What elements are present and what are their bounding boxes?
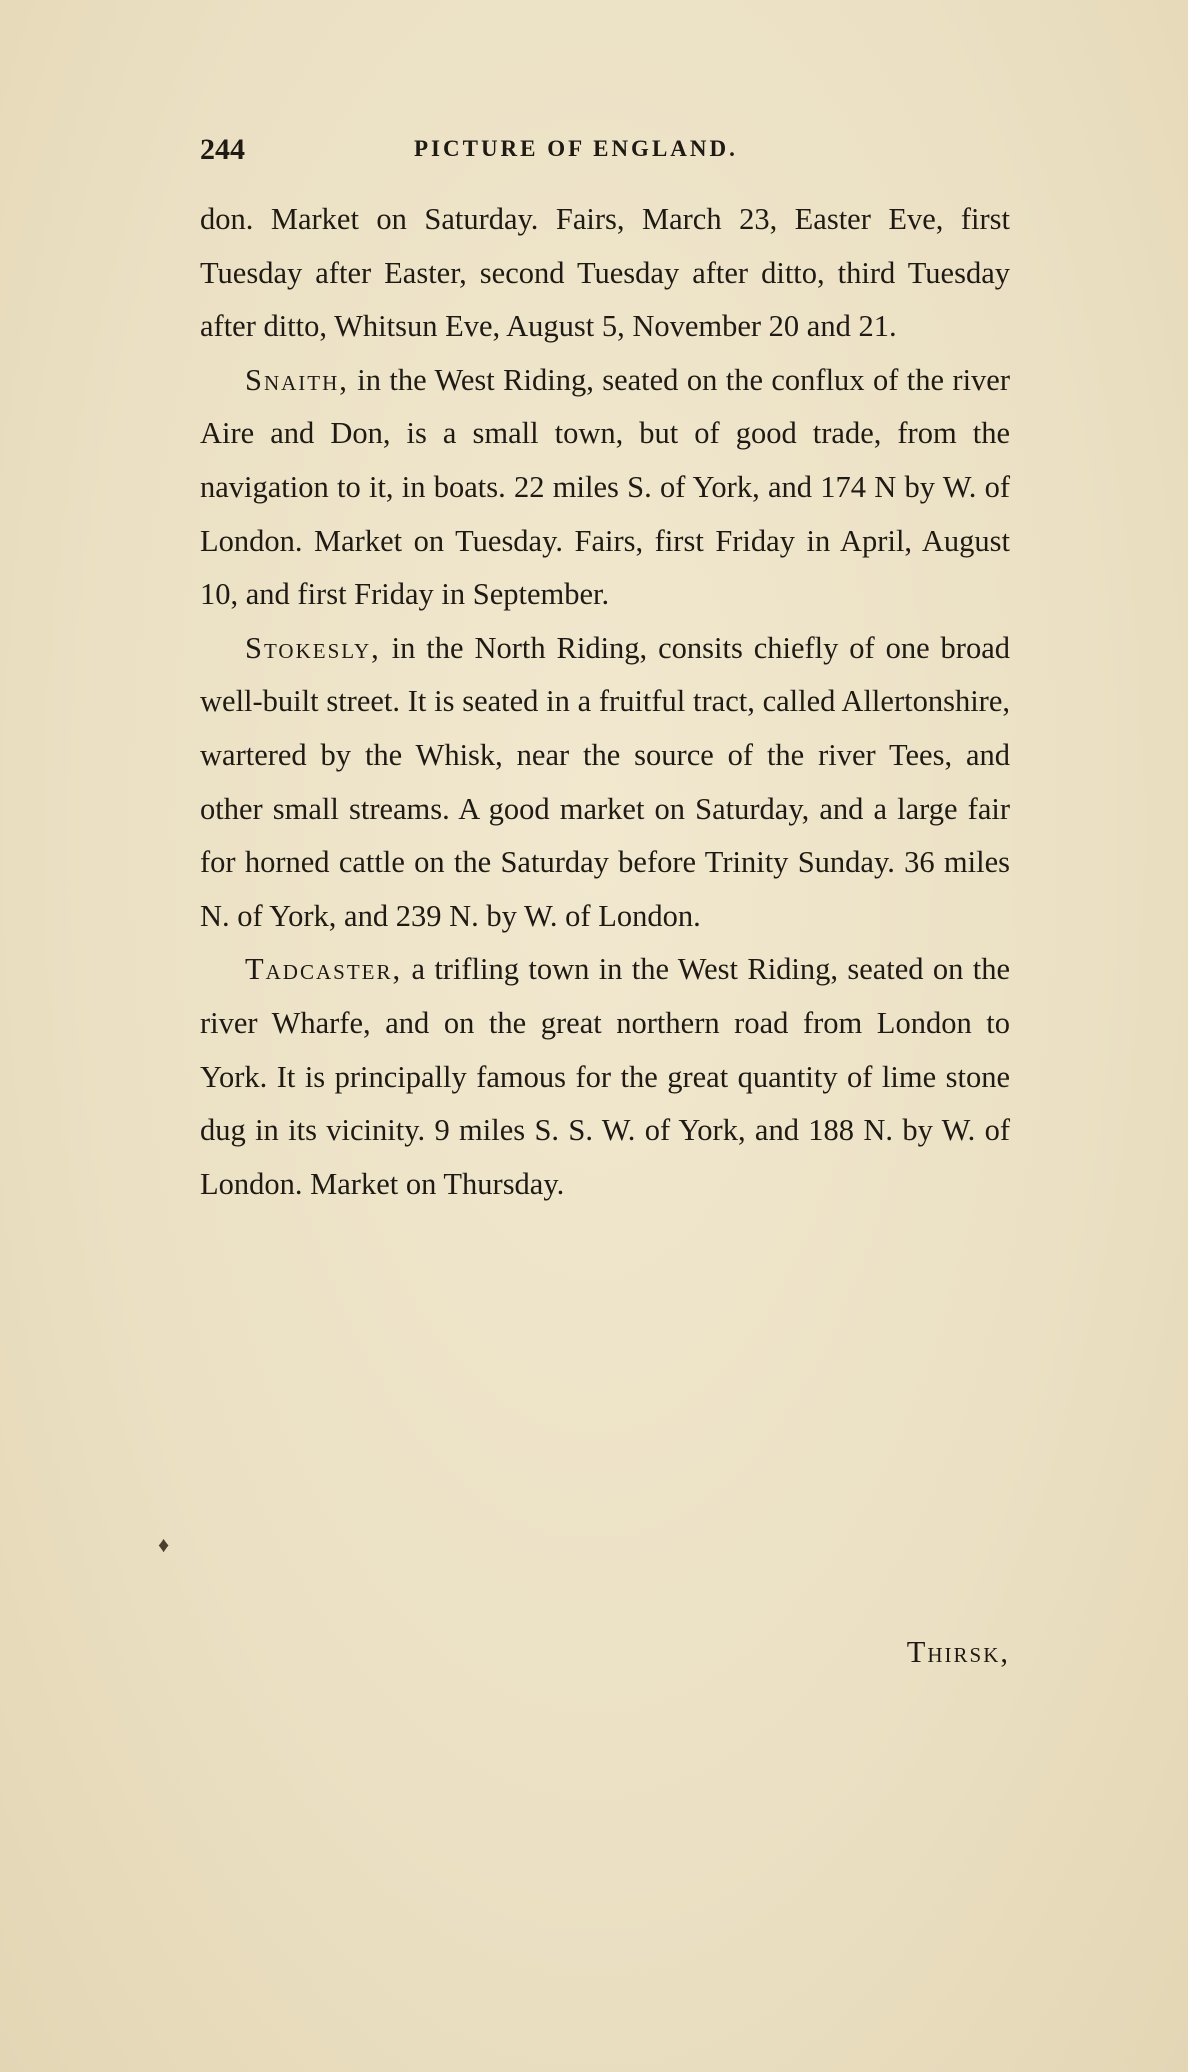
paragraph-text: in the North Riding, consits chiefly of one broad well-built street. It is seated in a fruitful tract, called Allertonshire, wartered by the Whisk, near the source of the river Tees, and other small streams. A good market on Saturday, and a large fair for horned cattle on the Saturday before Trinity Sunday. 36 miles N. of York, and 239 N. by W. of London. bbox=[200, 630, 1010, 933]
page-header bbox=[200, 133, 1025, 173]
paragraph-stokesly bbox=[200, 622, 1010, 944]
paragraph-text: don. Market on Saturday. Fairs, March 23, Easter Eve, first Tuesday after Easter, second Tuesday after ditto, third Tuesday after ditto, Whitsun Eve, August 5, November 20 and 21. bbox=[200, 202, 1010, 344]
paragraph-continuation bbox=[200, 193, 1010, 354]
place-name: Stokesly, bbox=[245, 630, 381, 665]
paragraph-text: in the West Riding, seated on the conflux of the river Aire and Don, is a small town, but of good trade, from the navigation to it, in boats. 22 miles S. of York, and 174 N by W. of London. Market on Tuesday. Fairs, first Friday in April, August 10, and first Friday in September. bbox=[200, 362, 1010, 612]
catchword: Thirsk, bbox=[906, 1635, 1010, 1669]
paragraph-text: a trifling town in the West Riding, seated on the river Wharfe, and on the great northern road from London to York. It is principally famous for the great quantity of lime stone dug in its vicinity. 9 miles S. S. W. of York, and 188 N. by W. of London. Market on Thursday. bbox=[200, 952, 1010, 1201]
margin-mark: ♦ bbox=[158, 1532, 170, 1557]
paragraph-snaith bbox=[200, 354, 1010, 622]
running-title: PICTURE OF ENGLAND. bbox=[414, 136, 738, 161]
paragraph-tadcaster bbox=[200, 943, 1010, 1211]
place-name: Snaith, bbox=[245, 362, 349, 397]
place-name: Tadcaster, bbox=[245, 952, 403, 987]
body-text bbox=[200, 193, 1010, 1211]
page-number: 244 bbox=[200, 133, 245, 166]
